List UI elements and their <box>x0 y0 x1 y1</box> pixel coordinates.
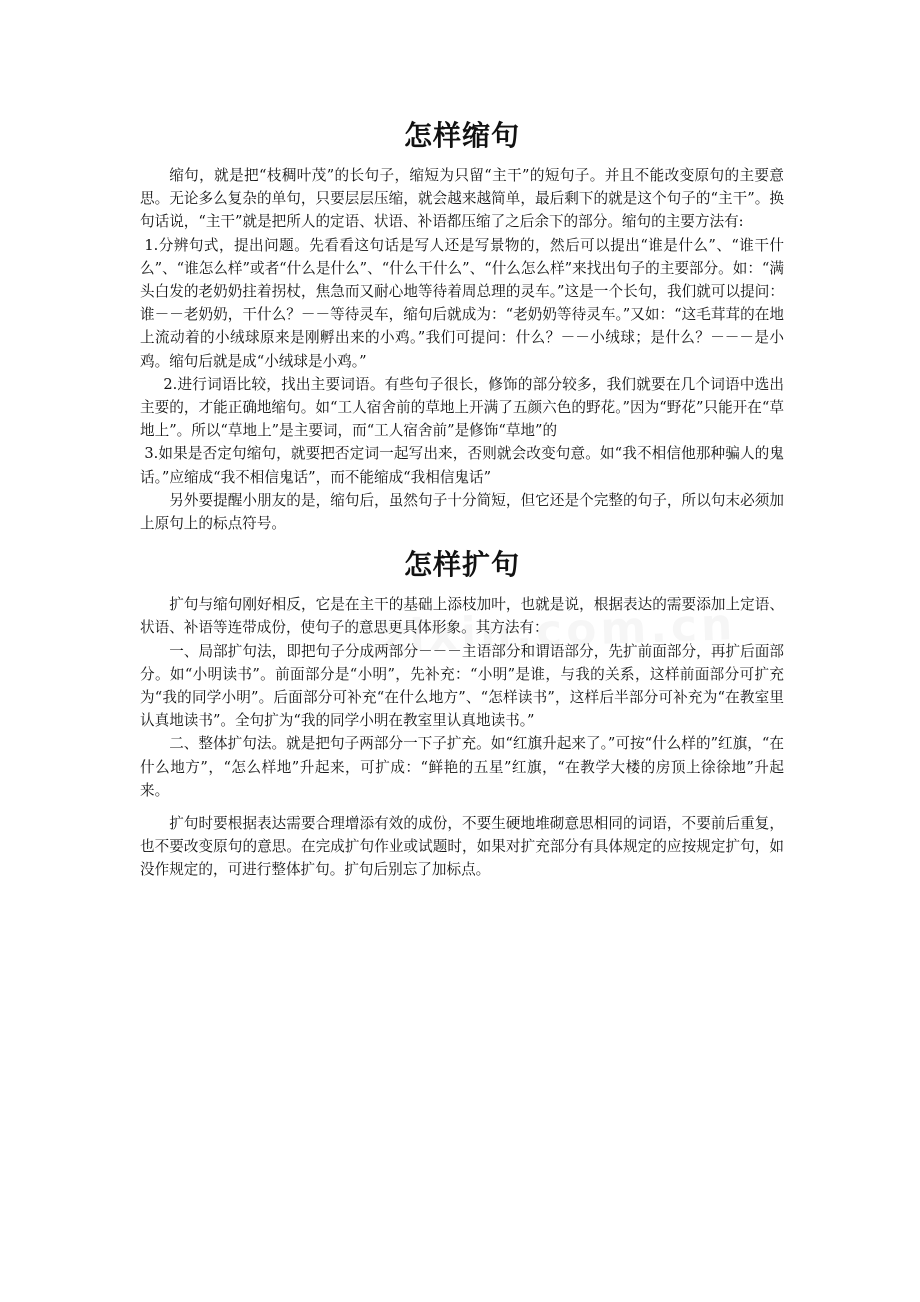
paragraph-expand-local: 一、局部扩句法，即把句子分成两部分－－－主语部分和谓语部分，先扩前面部分，再扩后面部分。如“小明读书”。前面部分是“小明”，先补充：“小明”是谁，与我的关系，这样前面部分可扩充为“我的同学小明”。后面部分可补充“在什么地方”、“怎样读书”，这样后半部分可补充为“在教室里认真地读书”。全句扩为“我的同学小明在教室里认真地读书。” <box>140 642 784 730</box>
paragraph-method-3: 3.如果是否定句缩句，就要把否定词一起写出来，否则就会改变句意。如“我不相信他那种骗人的鬼话。”应缩成“我不相信鬼话”，而不能缩成“我相信鬼话” <box>140 445 784 486</box>
paragraph-reminder: 另外要提醒小朋友的是，缩句后，虽然句子十分简短，但它还是个完整的句子，所以句末必须加上原句上的标点符号。 <box>140 491 784 533</box>
paragraph-expand-intro: 扩句与缩句刚好相反，它是在主干的基础上添枝加叶，也就是说，根据表达的需要添加上定语、状语、补语等连带成份，使句子的意思更具体形象。其方法有： <box>140 596 784 637</box>
paragraph-expand-whole: 二、整体扩句法。就是把句子两部分一下子扩充。如“红旗升起来了。”可按“什么样的”红旗，“在什么地方”，“怎么样地”升起来，可扩成：“鲜艳的五星”红旗，“在教学大楼的房顶上徐徐地”升起来。 <box>140 735 784 799</box>
paragraph-method-1: 1.分辨句式，提出问题。先看看这句话是写人还是写景物的，然后可以提出“谁是什么”、“谁干什么”、“谁怎么样”或者“什么是什么”、“什么干什么”、“什么怎么样”来找出句子的主要部分。如：“满头白发的老奶奶拄着拐杖，焦急而又耐心地等待着周总理的灵车。”这是一个长句，我们就可以提问：谁－－老奶奶，干什么？－－等待灵车，缩句后就成为：“老奶奶等待灵车。”又如：“这毛茸茸的在地上流动着的小绒球原来是刚孵出来的小鸡。”我们可提问：什么？－－小绒球；是什么？－－－是小鸡。缩句后就是成“小绒球是小鸡。” <box>140 236 784 370</box>
paragraph-intro: 缩句，就是把“枝稠叶茂”的长句子，缩短为只留“主干”的短句子。并且不能改变原句的主要意思。无论多么复杂的单句，只要层层压缩，就会越来越简单，最后剩下的就是这个句子的“主干”。换句话说，“主干”就是把所人的定语、状语、补语都压缩了之后余下的部分。缩句的主要方法有: <box>140 167 784 231</box>
section-title-shrink: 怎样缩句 <box>403 119 520 152</box>
document-body <box>140 108 784 882</box>
paragraph-method-2: 2.进行词语比较，找出主要词语。有些句子很长，修饰的部分较多，我们就要在几个词语中选出主要的，才能正确地缩句。如“工人宿舍前的草地上开满了五颜六色的野花。”因为“野花”只能开在“草地上”。所以“草地上”是主要词，而“工人宿舍前”是修饰“草地”的 <box>140 375 784 440</box>
paragraph-expand-tips: 扩句时要根据表达需要合理增添有效的成份，不要生硬地堆砌意思相同的词语，不要前后重复，也不要改变原句的意思。在完成扩句作业或试题时，如果对扩充部分有具体规定的应按规定扩句，如没作规定的，可进行整体扩句。扩句后别忘了加标点。 <box>140 815 784 879</box>
section-title-expand: 怎样扩句 <box>403 548 520 582</box>
